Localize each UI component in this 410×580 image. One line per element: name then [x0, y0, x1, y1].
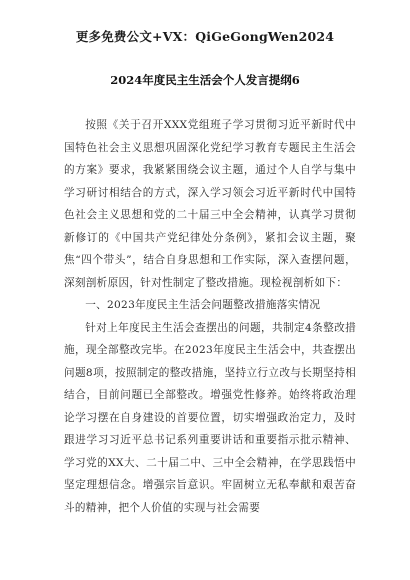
watermark-text: 更多免费公文+VX：QiGeGongWen2024 [75, 29, 335, 44]
section-heading: 一、2023年度民主生活会问题整改措施落实情况 [85, 299, 321, 311]
document-title: 2024年度民主生活会个人发言提纲6 [110, 73, 300, 87]
intro-paragraph: 按照《关于召开XXX党组班子学习贯彻习近平新时代中国特色社会主义思想巩固深化党纪学习教育专题民主生活会的方案》要求，我紧紧围绕会议主题，通过个人自学与集中学习研讨相结合的方式，深入学习领会习近平新时代中国特色社会主义思想和党的二十届三中全会精神，认真学习贯彻新修订的《中国共产党纪律处分条例》，紧扣会议主题，聚焦“四个带头”，结合自身思想和工作实际，深入查摆问题，深刻剖析原因，针对性制定了整改措施。现检视剖析如下： [64, 119, 356, 289]
section-paragraph: 针对上年度民主生活会查摆出的问题，共制定4条整改措施，现全部整改完毕。在2023年度民主生活会中，共查摆出问题8项，按照制定的整改措施，坚持立行立改与长期坚持相结合，目前问题已全部整改。增强党性修养。始终将政治理论学习摆在自身建设的首要位置，切实增强政治定力，及时跟进学习习近平总书记系列重要讲话和重要指示批示精神、学习党的XX大、二十届二中、三中全会精神，在学思践悟中坚定理想信念。增强宗旨意识。牢固树立无私奉献和艰苦奋斗的精神，把个人价值的实现与社会需要 [64, 321, 356, 514]
document-body [64, 114, 356, 519]
